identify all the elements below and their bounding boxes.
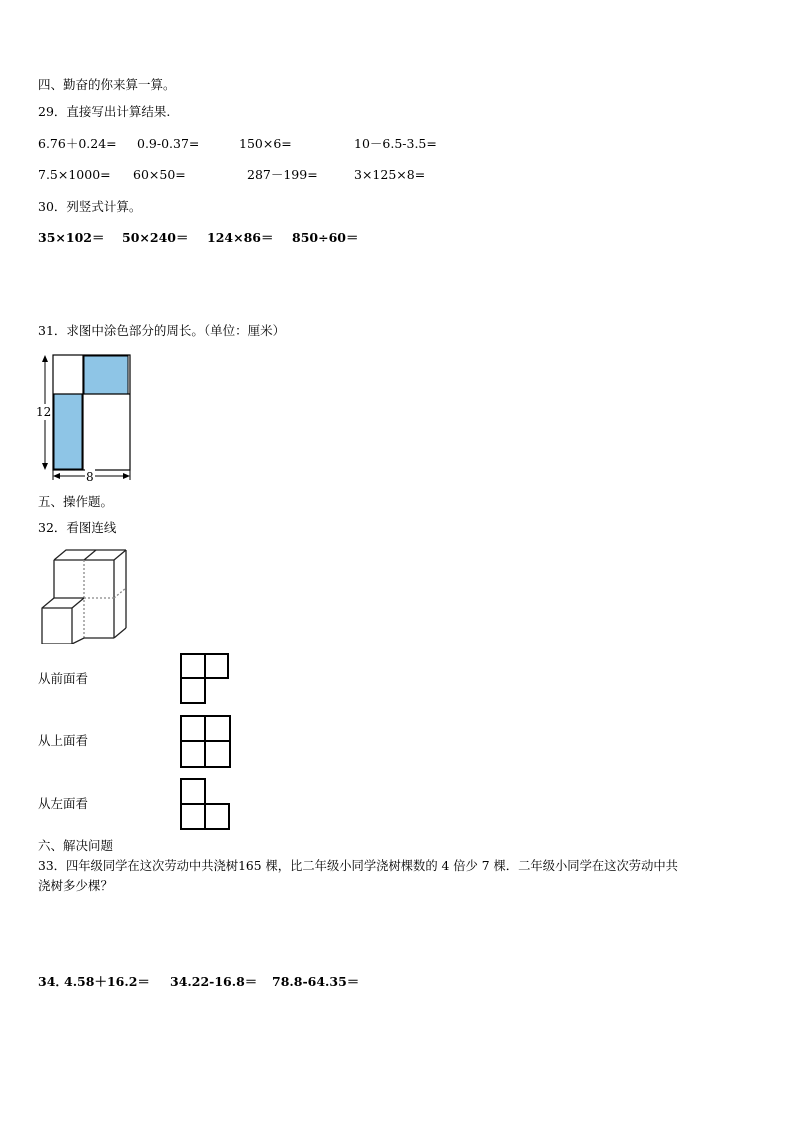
q34-prefix: 34．: [38, 974, 68, 989]
q34-expr-1: 4.58＋16.2＝: [64, 974, 150, 989]
q29-expr-2: 0.9-0.37=: [137, 136, 200, 151]
q32-cube-stack-figure: [38, 548, 130, 644]
q30-expr-2: 50×240＝: [122, 230, 189, 245]
q30-title: 30．列竖式计算。: [38, 199, 142, 214]
q30-expr-1: 35×102＝: [38, 230, 105, 245]
q29-expr-4: 10－6.5-3.5=: [354, 136, 437, 151]
q32-label-top: 从上面看: [38, 733, 89, 748]
q33-text-line2: 浇树多少棵？: [38, 878, 114, 893]
q29-expr-6: 60×50=: [133, 167, 186, 182]
q32-view-shape-1[interactable]: [179, 652, 231, 706]
q31-title: 31．求图中涂色部分的周长。（单位：厘米）: [38, 323, 286, 338]
q31-height-label: 12: [36, 405, 52, 419]
q32-view-shape-3[interactable]: [179, 777, 233, 833]
q32-view-shape-2[interactable]: [179, 714, 233, 770]
q32-title: 32．看图连线: [38, 520, 117, 535]
q30-expr-4: 850÷60＝: [292, 230, 359, 245]
q31-width-label: 8: [86, 470, 94, 484]
section5-heading: 五、操作题。: [38, 494, 114, 509]
q29-expr-7: 287－199=: [247, 167, 318, 182]
q29-title: 29．直接写出计算结果.: [38, 104, 171, 119]
q29-expr-1: 6.76＋0.24=: [38, 136, 117, 151]
section6-heading: 六、解决问题: [38, 838, 114, 853]
q30-expr-3: 124×86＝: [207, 230, 274, 245]
q29-expr-5: 7.5×1000=: [38, 167, 111, 182]
q29-expr-8: 3×125×8=: [354, 167, 426, 182]
section4-heading: 四、勤奋的你来算一算。: [38, 77, 176, 92]
q29-expr-3: 150×6=: [239, 136, 292, 151]
q31-shaded-regions: [54, 356, 128, 469]
q32-label-left: 从左面看: [38, 796, 89, 811]
q34-expr-2: 34.22-16.8＝: [170, 974, 258, 989]
q34-expr-3: 78.8-64.35＝: [272, 974, 360, 989]
q32-label-front: 从前面看: [38, 671, 89, 686]
q33-text-line1: 33．四年级同学在这次劳动中共浇树165 棵，比二年级小同学浇树棵数的 4 倍少 7 棵．二年级小同学在这次劳动中共: [38, 859, 678, 873]
